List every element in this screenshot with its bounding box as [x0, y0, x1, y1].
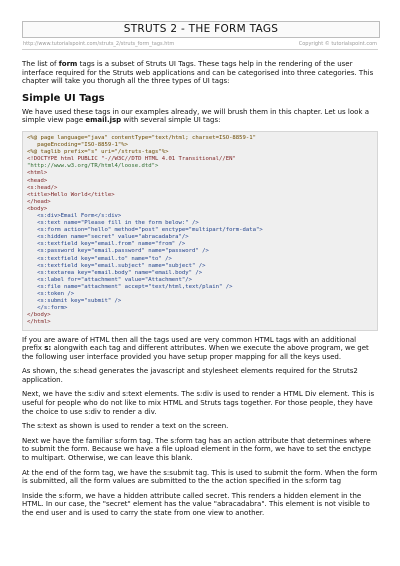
p1-bold-prefix: s:	[44, 344, 52, 353]
intro-text-1: The list of	[22, 60, 59, 68]
body-paragraph: As shown, the s:head generates the javascript and stylesheet elements required for the Struts2 application.	[22, 367, 358, 384]
code-line: <s:hidden name="secret" value="abracadabra"/>	[27, 234, 189, 241]
code-line: <s:head/>	[27, 184, 58, 191]
code-line: <s:textfield key="email.from" name="from" />	[27, 241, 186, 248]
code-line: <s:textfield key="email.subject" name="subject" />	[27, 262, 206, 269]
code-line: <title>Hello World</title>	[27, 191, 115, 198]
page-header-bar	[22, 40, 378, 50]
code-line: <s:password key="email.password" name="password" />	[27, 248, 209, 255]
body-paragraph: Next, we have the s:div and s:text elements. The s:div is used to render a HTML Div element. This is useful for people who do not like to mix HTML and Struts tags together. For those people, they have the choice to use s:div to render a div.	[22, 390, 375, 416]
code-block	[22, 131, 378, 331]
code-line: <s:file name="attachment" accept="text/html,text/plain" />	[27, 283, 233, 290]
code-line: <s:div>Email Form</s:div>	[27, 213, 122, 219]
code-line: <head>	[27, 177, 48, 184]
code-line: <s:textarea key="email.body" name="email.body" />	[27, 269, 203, 276]
body-paragraph: At the end of the form tag, we have the s:submit tag. This is used to submit the form. When the form is submitted, all the form values are submitted to the the action specified in the s:form tag	[22, 468, 378, 486]
lead-bold-filename: email.jsp	[85, 116, 122, 125]
copyright-notice: Copyright © tutorialspoint.com	[298, 41, 377, 47]
code-line: <s:textfield key="email.to" name="to" />	[27, 255, 172, 262]
code-line: </body>	[27, 312, 51, 319]
intro-bold: form	[58, 60, 78, 68]
section-heading: Simple UI Tags	[22, 92, 105, 104]
body-paragraph: Inside the s:form, we have a hidden attribute called secret. This renders a hidden element in the HTML. In our case, the "secret" element has the value "abracadabra". This element is not visible to the end user and is used to carry the state from one view to another.	[22, 491, 370, 517]
intro-paragraph	[22, 60, 378, 86]
source-url-link[interactable]: http://www.tutorialspoint.com/struts_2/struts_form_tags.htm	[23, 41, 175, 47]
code-line: </head>	[27, 198, 51, 205]
lead-text-2: with several simple UI tags:	[121, 116, 221, 125]
p1-text-1: If you are aware of HTML then all the tags used are very common HTML tags with an additional prefix	[22, 335, 357, 353]
main-content	[22, 60, 378, 524]
code-line: </html>	[27, 319, 51, 326]
p1-text-2: alongwith each tag and different attributes. When we execute the above program, we get the following user interface provided you have setup proper mapping for all the keys used.	[22, 344, 369, 361]
code-line: <s:label for="attachment" value="Attachment"/>	[27, 276, 193, 283]
body-paragraph: Next we have the familiar s:form tag. The s:form tag has an action attribute that determines where to submit the form. Because we have a file upload element in the form, we have to set the enctype to multipart. Otherwise, we can leave this blank.	[22, 436, 371, 463]
code-line: <s:token />	[27, 291, 75, 298]
code-line: <html>	[27, 170, 48, 177]
code-line: <%@ page language="java" contentType="text/html; charset=ISO-8859-1"	[27, 134, 257, 141]
code-line: <s:text name="Please fill in the form below:" />	[27, 220, 199, 227]
code-line: pageEncoding="ISO-8859-1"%>	[27, 142, 129, 149]
code-line: <body>	[27, 205, 48, 212]
page-title: STRUTS 2 - THE FORM TAGS	[22, 21, 380, 38]
code-line: <!DOCTYPE html PUBLIC "-//W3C//DTD HTML 4.01 Transitional//EN"	[27, 156, 236, 163]
code-line: <%@ taglib prefix="s" uri="/struts-tags"%>	[27, 149, 169, 156]
code-line: <s:submit key="submit" />	[27, 298, 122, 305]
code-line: </s:form>	[27, 305, 68, 312]
lead-text-1: We have used these tags in our examples already, we will brush them in this chapter. Let us look a simple view page	[22, 107, 369, 125]
intro-text-2: tags is a subset of Struts UI Tags. These tags help in the rendering of the user interface required for the Struts web applications and can be categorised into three categories. This chapter will take you thorugh all the three types of UI tags:	[22, 60, 374, 86]
body-paragraph: The s:text as shown is used to render a text on the screen.	[22, 422, 229, 431]
body-paragraph	[22, 336, 378, 362]
code-line: <s:form action="hello" method="post" enctype="multipart/form-data">	[27, 227, 263, 234]
code-line: "http://www.w3.org/TR/html4/loose.dtd">	[27, 163, 159, 170]
section-lead-paragraph	[22, 108, 378, 125]
